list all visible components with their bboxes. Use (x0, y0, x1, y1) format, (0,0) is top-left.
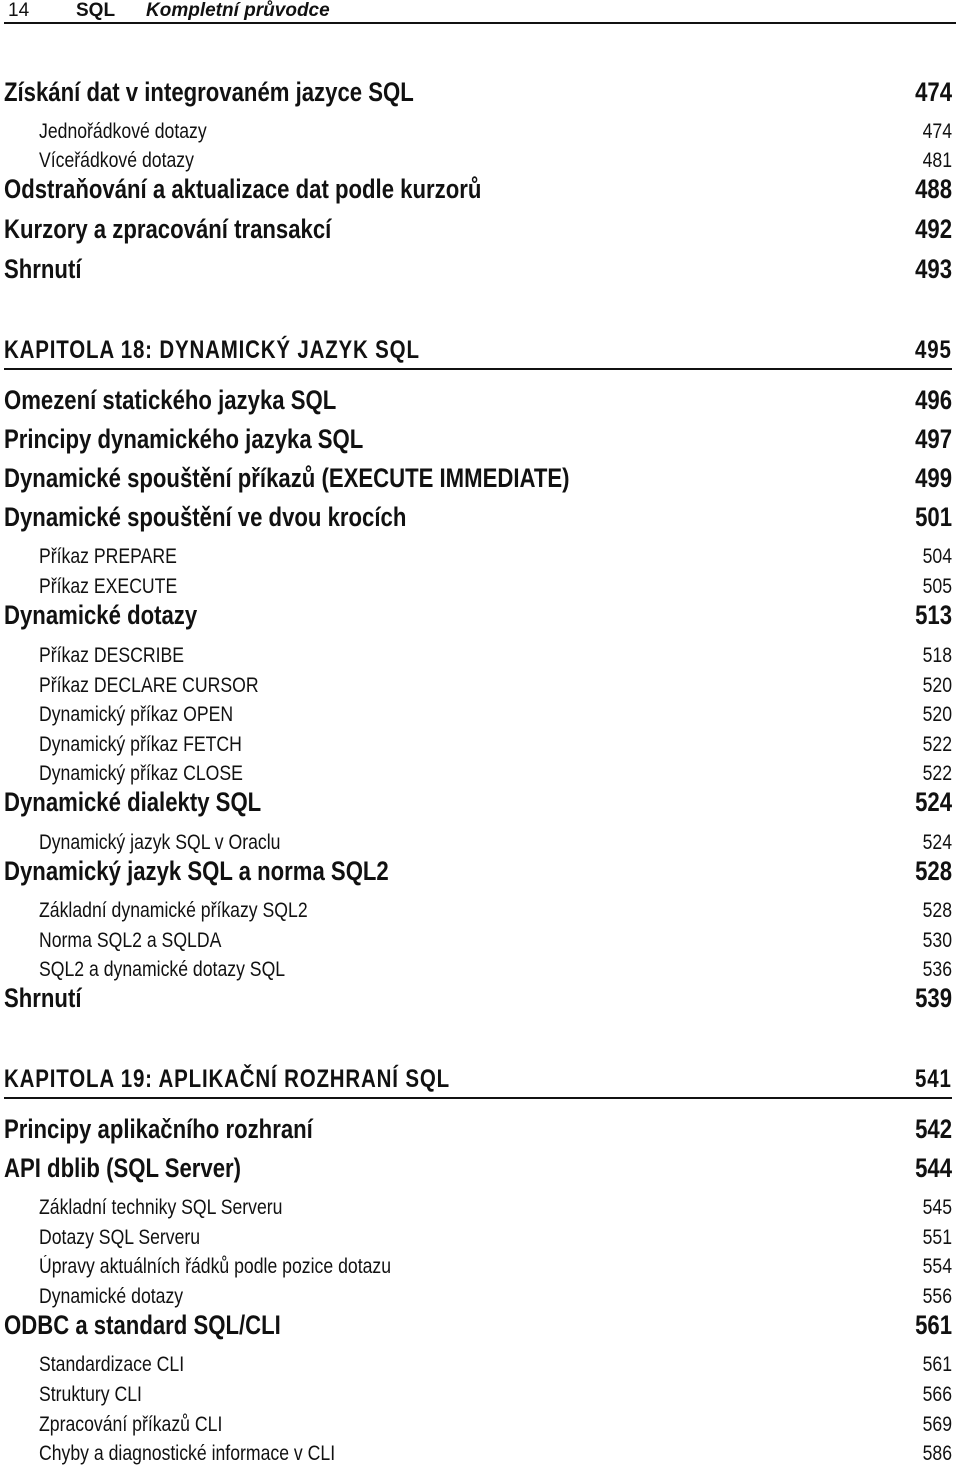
toc-entry-page: 545 (922, 1196, 952, 1219)
toc-entry-title: Principy aplikačního rozhraní (4, 1114, 313, 1144)
toc-entry-page: 561 (922, 1353, 952, 1376)
toc-entry-page: 539 (915, 983, 952, 1013)
toc-entry-title: Shrnutí (4, 983, 82, 1013)
toc-entry-title: Shrnutí (4, 254, 82, 284)
toc-entry-title: Jednořádkové dotazy (39, 120, 207, 143)
toc-entry-page: 524 (922, 831, 952, 854)
toc-entry-title: Dotazy SQL Serveru (39, 1226, 201, 1249)
toc-entry-title: Standardizace CLI (39, 1353, 185, 1376)
toc-subentry (4, 1281, 952, 1309)
toc-entry-title: Dynamické dotazy (39, 1285, 184, 1308)
page-number: 14 (8, 0, 30, 21)
toc-subentry (4, 670, 952, 698)
toc-entry-title: Dynamické spouštění ve dvou krocích (4, 502, 407, 532)
toc-entry-page: 556 (922, 1285, 952, 1308)
toc-entry-page: 496 (915, 385, 952, 415)
toc-entry-title: Základní techniky SQL Serveru (39, 1196, 283, 1219)
toc-entry-page: 497 (915, 424, 952, 454)
toc-entry-title: Kurzory a zpracování transakcí (4, 214, 332, 244)
toc-entry-page: 569 (922, 1413, 952, 1436)
toc-subentry (4, 640, 952, 668)
toc-entry-title: Příkaz DECLARE CURSOR (39, 674, 259, 697)
toc-entry-title: Omezení statického jazyka SQL (4, 385, 337, 415)
running-header (4, 0, 956, 24)
toc-entry-page: 522 (922, 762, 952, 785)
toc-entry-page: 530 (922, 929, 952, 952)
toc-entry-page: 488 (915, 174, 952, 204)
toc-entry-title: Příkaz EXECUTE (39, 575, 178, 598)
chapter-heading (4, 338, 952, 370)
toc-entry-title: Základní dynamické příkazy SQL2 (39, 899, 308, 922)
toc-entry-page: 561 (915, 1310, 952, 1340)
toc-entry-page: 474 (922, 120, 952, 143)
toc-entry (4, 77, 952, 108)
toc-entry (4, 463, 952, 494)
toc-entry-page: 499 (915, 463, 952, 493)
toc-subentry (4, 1379, 952, 1407)
toc-entry-page: 544 (915, 1153, 952, 1183)
toc-entry-title: Příkaz DESCRIBE (39, 644, 185, 667)
chapter-page: 495 (915, 336, 952, 364)
chapter-heading (4, 1067, 952, 1099)
toc-entry-title: Odstraňování a aktualizace dat podle kurzorů (4, 174, 482, 204)
toc-entry-page: 492 (915, 214, 952, 244)
toc-entry-page: 520 (922, 674, 952, 697)
toc-entry-page: 586 (922, 1442, 952, 1465)
toc-entry-title: API dblib (SQL Server) (4, 1153, 242, 1183)
toc-entry-page: 481 (922, 149, 952, 172)
toc-entry-title: Dynamické dialekty SQL (4, 787, 262, 817)
toc-entry (4, 787, 952, 818)
toc-entry-title: SQL2 a dynamické dotazy SQL (39, 958, 286, 981)
toc-subentry (4, 827, 952, 855)
chapter-title: KAPITOLA 18: DYNAMICKÝ JAZYK SQL (4, 336, 420, 364)
toc-entry (4, 174, 952, 205)
book-subtitle: Kompletní průvodce (146, 0, 330, 21)
toc-entry-page: 501 (915, 502, 952, 532)
toc-entry-page: 513 (915, 600, 952, 630)
toc-entry (4, 214, 952, 245)
toc-entry (4, 1310, 952, 1341)
toc-entry (4, 385, 952, 416)
toc-entry-title: ODBC a standard SQL/CLI (4, 1310, 281, 1340)
toc-entry-page: 522 (922, 733, 952, 756)
toc-entry (4, 424, 952, 455)
toc-subentry (4, 729, 952, 757)
toc-entry-title: Dynamický příkaz OPEN (39, 703, 234, 726)
toc-entry-page: 528 (915, 856, 952, 886)
toc-entry (4, 502, 952, 533)
toc-entry-page: 566 (922, 1383, 952, 1406)
toc-entry (4, 600, 952, 631)
toc-subentry (4, 925, 952, 953)
toc-entry-page: 493 (915, 254, 952, 284)
toc-entry-title: Získání dat v integrovaném jazyce SQL (4, 77, 414, 107)
toc-subentry (4, 116, 952, 144)
chapter-title: KAPITOLA 19: APLIKAČNÍ ROZHRANÍ SQL (4, 1065, 450, 1093)
toc-entry-title: Úpravy aktuálních řádků podle pozice dotazu (39, 1255, 392, 1278)
toc-subentry (4, 145, 952, 173)
toc-entry (4, 1153, 952, 1184)
toc-subentry (4, 1409, 952, 1437)
toc-entry-page: 542 (915, 1114, 952, 1144)
toc-entry (4, 983, 952, 1014)
toc-entry-page: 504 (922, 545, 952, 568)
book-title: SQL (76, 0, 116, 21)
toc-entry-title: Struktury CLI (39, 1383, 142, 1406)
toc-subentry (4, 1349, 952, 1377)
toc-subentry (4, 1251, 952, 1279)
toc-entry (4, 856, 952, 887)
toc-entry-page: 554 (922, 1255, 952, 1278)
toc-entry-title: Zpracování příkazů CLI (39, 1413, 223, 1436)
toc-entry-page: 520 (922, 703, 952, 726)
toc-entry-title: Dynamické dotazy (4, 600, 198, 630)
toc-subentry (4, 571, 952, 599)
toc-entry-title: Principy dynamického jazyka SQL (4, 424, 364, 454)
toc-entry-title: Dynamický jazyk SQL v Oraclu (39, 831, 281, 854)
toc-entry-page: 524 (915, 787, 952, 817)
toc-subentry (4, 954, 952, 982)
toc-subentry (4, 758, 952, 786)
toc-entry (4, 1114, 952, 1145)
toc-entry-title: Víceřádkové dotazy (39, 149, 194, 172)
toc-entry-title: Dynamické spouštění příkazů (EXECUTE IMMEDIATE) (4, 463, 570, 493)
toc-entry-page: 551 (922, 1226, 952, 1249)
toc-entry (4, 254, 952, 285)
toc-entry-page: 518 (922, 644, 952, 667)
toc-entry-page: 474 (915, 77, 952, 107)
toc-subentry (4, 1192, 952, 1220)
chapter-page: 541 (915, 1065, 952, 1093)
toc-entry-title: Dynamický jazyk SQL a norma SQL2 (4, 856, 389, 886)
toc-entry-title: Norma SQL2 a SQLDA (39, 929, 222, 952)
toc-entry-title: Dynamický příkaz CLOSE (39, 762, 243, 785)
toc-subentry (4, 699, 952, 727)
toc-subentry (4, 895, 952, 923)
toc-subentry (4, 1438, 952, 1466)
toc-entry-page: 505 (922, 575, 952, 598)
toc-subentry (4, 1222, 952, 1250)
toc-entry-title: Chyby a diagnostické informace v CLI (39, 1442, 336, 1465)
toc-entry-title: Příkaz PREPARE (39, 545, 177, 568)
toc-subentry (4, 541, 952, 569)
toc-entry-page: 536 (922, 958, 952, 981)
toc-entry-page: 528 (922, 899, 952, 922)
toc-entry-title: Dynamický příkaz FETCH (39, 733, 242, 756)
